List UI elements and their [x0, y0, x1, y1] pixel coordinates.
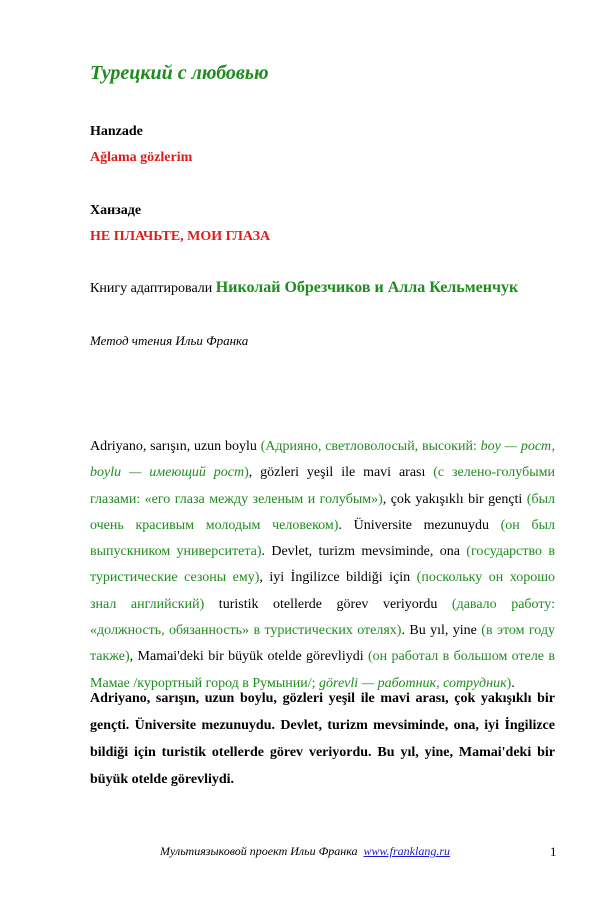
translation-text: (Адрияно, светловолосый, высокий: [256, 439, 481, 454]
source-text: . Devlet, turizm mevsiminde, ona [261, 544, 460, 560]
source-text: , gözleri yeşil ile mavi arası [248, 465, 426, 481]
source-text: , çok yakışıklı bir gençti [382, 491, 523, 507]
annotated-paragraph [90, 434, 555, 697]
adapter-names: Николай Обрезчиков и Алла Кельменчук [215, 279, 519, 296]
page-number: 1 [550, 844, 557, 859]
source-text: . [511, 675, 515, 691]
source-text: . Bu yıl, yine [401, 623, 477, 639]
author-name-latin: Hanzade [90, 124, 143, 139]
source-text: Adriyano, sarışın, uzun boylu [90, 439, 257, 454]
translation-note: görevli — работник, сотрудник [319, 675, 507, 691]
adapted-by-prefix: Книгу адаптировали [90, 281, 213, 296]
source-text: . Üniversite mezunuydu [338, 517, 489, 533]
translation-text: (поскольку он хорошо знал английский) [90, 570, 555, 612]
plain-paragraph: Adriyano, sarışın, uzun boylu, gözleri yeşil ile mavi arası, çok yakışıklı bir gençti. Üniversite mezunuydu. Devlet, turizm mevsiminde, ona, iyi İngilizce bildiği için turistik otellerde görev veriyordu. Bu yıl, yine, Mamai'deki bir büyük otelde görevliydi. [90, 691, 555, 787]
source-text: , iyi İngilizce bildiği için [259, 570, 411, 586]
footer-project-text: Мультиязыковой проект Ильи Франка [160, 844, 358, 858]
book-title-cyrillic: НЕ ПЛАЧЬТЕ, МОИ ГЛАЗА [90, 229, 271, 244]
source-text: , Mamai'deki bir büyük otelde görevliydi [129, 649, 364, 665]
translation-text: ) [244, 465, 249, 481]
source-text: turistik otellerde görev veriyordu [204, 596, 438, 612]
translation-text: ) [506, 675, 512, 691]
footer-website-link[interactable]: www.franklang.ru [363, 844, 450, 858]
book-title-latin: Ağlama gözlerim [90, 150, 193, 165]
translation-text: (давало работу: «должность, обязанность» в туристических отелях) [90, 596, 555, 639]
page-title: Турецкий с любовью [90, 62, 269, 84]
translation-text: (в этом году также) [90, 623, 556, 665]
reading-method-note: Метод чтения Ильи Франка [90, 333, 249, 348]
translation-note: boy — рост, boylu — имеющий рост [90, 439, 556, 481]
translation-text: (с зелено-голубыми глазами: «его глаза между зеленым и голубым») [90, 465, 555, 507]
footer-project-line [160, 844, 450, 859]
adapted-by-line [90, 279, 518, 297]
translation-text: (государство в туристические сезоны ему) [90, 544, 555, 586]
translation-text: (он был выпускником университета) [90, 517, 556, 560]
author-name-cyrillic: Ханзаде [90, 203, 142, 218]
translation-text: (был очень красивым молодым человеком) [90, 491, 555, 533]
translation-text: (он работал в большом отеле в Мамае /курортный город в Румынии/; [90, 649, 555, 691]
